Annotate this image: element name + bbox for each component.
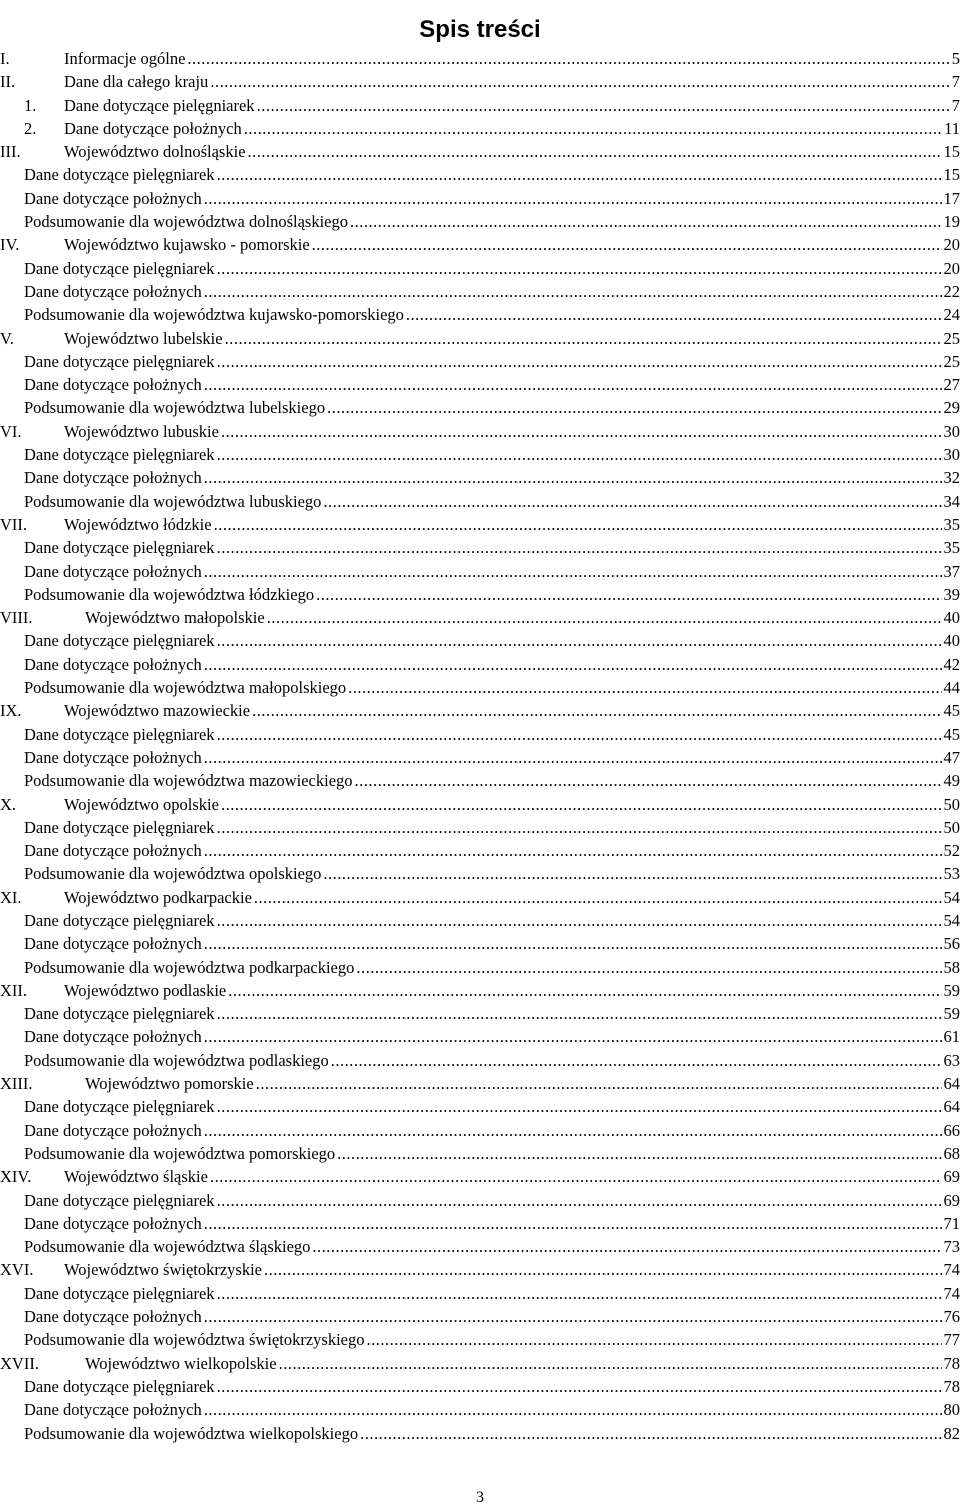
dot-leader	[225, 327, 942, 350]
toc-entry-number: V.	[0, 328, 14, 348]
toc-entry-title: Dane dotyczące położnych	[24, 841, 202, 861]
toc-entry[interactable]	[0, 490, 960, 513]
toc-entry-title: Dane dotyczące pielęgniarek	[24, 445, 215, 465]
toc-entry-page: 40	[943, 631, 960, 651]
toc-entry-page: 74	[943, 1283, 960, 1303]
dot-leader	[187, 47, 949, 70]
toc-entry-title: Dane dotyczące pielęgniarek	[24, 1190, 215, 1210]
table-of-contents	[0, 47, 960, 1445]
dot-leader	[279, 1352, 942, 1375]
toc-entry-title: Dane dotyczące pielęgniarek	[24, 817, 215, 837]
toc-entry[interactable]	[0, 1328, 960, 1351]
dot-leader	[204, 1212, 942, 1235]
toc-entry-page: 59	[943, 1004, 960, 1024]
toc-entry-number: VII.	[0, 514, 28, 534]
toc-entry[interactable]	[0, 793, 960, 816]
toc-entry-title: Dane dla całego kraju	[64, 72, 209, 92]
dot-leader	[204, 1398, 942, 1421]
toc-entry-title: Województwo pomorskie	[85, 1074, 254, 1094]
dot-leader	[248, 140, 942, 163]
toc-entry-title: Dane dotyczące pielęgniarek	[24, 1004, 215, 1024]
toc-entry-page: 22	[943, 281, 960, 301]
toc-entry[interactable]	[0, 886, 960, 909]
dot-leader	[244, 117, 942, 140]
dot-leader	[256, 1072, 942, 1095]
toc-entry-number: XIV.	[0, 1167, 32, 1187]
dot-leader	[204, 280, 942, 303]
toc-entry[interactable]	[0, 699, 960, 722]
dot-leader	[217, 723, 942, 746]
toc-entry-page: 25	[943, 351, 960, 371]
dot-leader	[204, 373, 942, 396]
toc-entry[interactable]	[0, 280, 960, 303]
toc-entry-title: Dane dotyczące położnych	[24, 1213, 202, 1233]
dot-leader	[217, 1189, 942, 1212]
dot-leader	[217, 816, 942, 839]
toc-entry-number: XIII.	[0, 1074, 33, 1094]
toc-entry[interactable]	[0, 1235, 960, 1258]
dot-leader	[264, 1258, 942, 1281]
toc-entry-page: 24	[943, 305, 960, 325]
dot-leader	[204, 746, 942, 769]
toc-entry[interactable]	[0, 140, 960, 163]
toc-entry[interactable]	[0, 350, 960, 373]
toc-entry-title: Województwo małopolskie	[85, 608, 265, 628]
dot-leader	[366, 1328, 941, 1351]
toc-entry[interactable]	[0, 862, 960, 885]
toc-entry-page: 7	[951, 72, 960, 92]
toc-entry-number: XII.	[0, 980, 28, 1000]
dot-leader	[210, 70, 949, 93]
toc-entry-page: 30	[943, 445, 960, 465]
dot-leader	[312, 1235, 941, 1258]
toc-entry[interactable]	[0, 723, 960, 746]
dot-leader	[252, 699, 941, 722]
toc-entry-page: 29	[943, 398, 960, 418]
dot-leader	[204, 187, 942, 210]
toc-entry-title: Dane dotyczące pielęgniarek	[24, 1283, 215, 1303]
toc-entry-title: Podsumowanie dla województwa podlaskiego	[24, 1050, 329, 1070]
toc-entry-title: Dane dotyczące pielęgniarek	[24, 631, 215, 651]
toc-entry-page: 11	[944, 118, 960, 138]
toc-entry-page: 35	[943, 538, 960, 558]
dot-leader	[355, 769, 942, 792]
toc-entry-page: 7	[951, 95, 960, 115]
toc-entry[interactable]	[0, 956, 960, 979]
toc-entry-title: Dane dotyczące położnych	[24, 561, 202, 581]
dot-leader	[257, 94, 950, 117]
toc-entry-page: 27	[943, 375, 960, 395]
toc-entry-title: Województwo świętokrzyskie	[64, 1260, 262, 1280]
toc-entry-title: Dane dotyczące pielęgniarek	[24, 724, 215, 744]
toc-entry-title: Podsumowanie dla województwa lubelskiego	[24, 398, 326, 418]
toc-entry[interactable]	[0, 583, 960, 606]
toc-entry[interactable]	[0, 210, 960, 233]
toc-entry-title: Dane dotyczące położnych	[24, 281, 202, 301]
dot-leader	[331, 1049, 942, 1072]
toc-entry[interactable]	[0, 1282, 960, 1305]
toc-entry[interactable]	[0, 746, 960, 769]
dot-leader	[217, 1282, 942, 1305]
toc-entry-title: Dane dotyczące pielęgniarek	[64, 95, 255, 115]
toc-entry[interactable]	[0, 909, 960, 932]
dot-leader	[221, 793, 942, 816]
toc-entry-title: Województwo podlaskie	[64, 980, 227, 1000]
toc-entry[interactable]	[0, 1189, 960, 1212]
toc-entry-number: VIII.	[0, 608, 33, 628]
toc-entry-title: Dane dotyczące położnych	[24, 654, 202, 674]
dot-leader	[323, 862, 941, 885]
toc-entry[interactable]	[0, 1212, 960, 1235]
toc-entry-page: 78	[943, 1376, 960, 1396]
dot-leader	[217, 1375, 942, 1398]
toc-entry-page: 50	[943, 794, 960, 814]
dot-leader	[327, 396, 941, 419]
toc-entry[interactable]	[0, 1352, 960, 1375]
toc-entry-page: 64	[943, 1074, 960, 1094]
toc-entry-title: Dane dotyczące położnych	[24, 375, 202, 395]
toc-entry-title: Dane dotyczące pielęgniarek	[24, 538, 215, 558]
toc-entry-number: IX.	[0, 701, 22, 721]
toc-entry-page: 64	[943, 1097, 960, 1117]
toc-entry-title: Podsumowanie dla województwa łódzkiego	[24, 584, 315, 604]
toc-entry-title: Podsumowanie dla województwa śląskiego	[24, 1237, 311, 1257]
dot-leader	[217, 1095, 942, 1118]
toc-entry-title: Podsumowanie dla województwa świętokrzyskiego	[24, 1330, 365, 1350]
toc-entry[interactable]	[0, 117, 960, 140]
toc-entry-title: Dane dotyczące pielęgniarek	[24, 258, 215, 278]
dot-leader	[214, 513, 942, 536]
toc-entry-number: X.	[0, 794, 17, 814]
toc-entry[interactable]	[0, 1025, 960, 1048]
dot-leader	[204, 653, 942, 676]
toc-entry-page: 68	[943, 1143, 960, 1163]
toc-entry-page: 45	[943, 701, 960, 721]
toc-entry-page: 5	[951, 49, 960, 68]
toc-entry-page: 44	[943, 678, 960, 698]
toc-entry[interactable]	[0, 979, 960, 1002]
toc-entry-title: Podsumowanie dla województwa mazowieckiego	[24, 771, 353, 791]
toc-entry[interactable]	[0, 606, 960, 629]
dot-leader	[337, 1142, 941, 1165]
dot-leader	[217, 1002, 942, 1025]
toc-entry[interactable]	[0, 466, 960, 489]
toc-entry-page: 34	[943, 491, 960, 511]
toc-entry-title: Województwo mazowieckie	[64, 701, 251, 721]
toc-entry[interactable]	[0, 676, 960, 699]
toc-entry[interactable]	[0, 816, 960, 839]
toc-entry-title: Dane dotyczące pielęgniarek	[24, 1097, 215, 1117]
dot-leader	[210, 1165, 942, 1188]
toc-entry-title: Dane dotyczące położnych	[24, 188, 202, 208]
dot-leader	[312, 233, 942, 256]
toc-entry-page: 69	[943, 1167, 960, 1187]
toc-entry-title: Dane dotyczące położnych	[24, 1027, 202, 1047]
toc-entry-page: 59	[943, 980, 960, 1000]
toc-entry-title: Województwo wielkopolskie	[85, 1353, 277, 1373]
toc-entry[interactable]	[0, 513, 960, 536]
toc-entry[interactable]	[0, 1095, 960, 1118]
toc-entry-number: III.	[0, 142, 21, 162]
toc-entry-page: 15	[943, 142, 960, 162]
toc-entry-title: Podsumowanie dla województwa podkarpackiego	[24, 957, 355, 977]
toc-entry-page: 54	[943, 887, 960, 907]
toc-entry[interactable]	[0, 303, 960, 326]
toc-entry[interactable]	[0, 373, 960, 396]
toc-entry[interactable]	[0, 1398, 960, 1421]
toc-entry-page: 78	[943, 1353, 960, 1373]
toc-entry-page: 49	[943, 771, 960, 791]
dot-leader	[204, 932, 942, 955]
dot-leader	[204, 1119, 942, 1142]
toc-entry-page: 77	[943, 1330, 960, 1350]
dot-leader	[254, 886, 942, 909]
toc-entry-title: Dane dotyczące pielęgniarek	[24, 910, 215, 930]
toc-entry-page: 47	[943, 747, 960, 767]
toc-entry[interactable]	[0, 560, 960, 583]
toc-entry[interactable]	[0, 396, 960, 419]
toc-entry-title: Podsumowanie dla województwa kujawsko-pomorskiego	[24, 305, 404, 325]
toc-entry-title: Dane dotyczące pielęgniarek	[24, 1376, 215, 1396]
toc-entry[interactable]	[0, 257, 960, 280]
toc-entry-title: Dane dotyczące położnych	[24, 747, 202, 767]
toc-entry[interactable]	[0, 629, 960, 652]
toc-entry-page: 71	[943, 1213, 960, 1233]
toc-entry-number: 2.	[24, 118, 37, 138]
page-title: Spis treści	[419, 16, 541, 44]
toc-entry-title: Informacje ogólne	[64, 49, 186, 68]
dot-leader	[204, 839, 942, 862]
dot-leader	[204, 1025, 942, 1048]
dot-leader	[217, 163, 942, 186]
dot-leader	[406, 303, 942, 326]
dot-leader	[221, 420, 942, 443]
toc-entry-title: Dane dotyczące pielęgniarek	[24, 351, 215, 371]
toc-entry-page: 42	[943, 654, 960, 674]
toc-entry-page: 74	[943, 1260, 960, 1280]
dot-leader	[323, 490, 941, 513]
toc-entry-page: 39	[943, 584, 960, 604]
toc-entry-number: 1.	[24, 95, 37, 115]
toc-entry-page: 20	[943, 235, 960, 255]
toc-entry-title: Dane dotyczące położnych	[24, 934, 202, 954]
toc-entry-page: 19	[943, 212, 960, 232]
dot-leader	[217, 443, 942, 466]
toc-entry-title: Podsumowanie dla województwa małopolskiego	[24, 678, 347, 698]
toc-entry[interactable]	[0, 1305, 960, 1328]
toc-entry-title: Województwo lubuskie	[64, 421, 219, 441]
toc-entry[interactable]	[0, 839, 960, 862]
toc-entry-page: 66	[943, 1120, 960, 1140]
toc-entry-page: 53	[943, 864, 960, 884]
dot-leader	[217, 257, 942, 280]
dot-leader	[228, 979, 941, 1002]
dot-leader	[360, 1422, 941, 1445]
toc-entry-page: 35	[943, 514, 960, 534]
toc-entry[interactable]	[0, 536, 960, 559]
toc-entry-page: 15	[943, 165, 960, 185]
dot-leader	[204, 1305, 942, 1328]
toc-entry[interactable]	[0, 1119, 960, 1142]
toc-entry[interactable]	[0, 94, 960, 117]
toc-entry-title: Dane dotyczące pielęgniarek	[24, 165, 215, 185]
dot-leader	[267, 606, 942, 629]
dot-leader	[217, 536, 942, 559]
dot-leader	[217, 909, 942, 932]
toc-entry[interactable]	[0, 1072, 960, 1095]
toc-entry-page: 20	[943, 258, 960, 278]
toc-entry-title: Dane dotyczące położnych	[64, 118, 242, 138]
toc-entry-number: I.	[0, 49, 10, 68]
toc-entry-page: 73	[943, 1237, 960, 1257]
toc-entry[interactable]	[0, 1165, 960, 1188]
toc-entry-page: 52	[943, 841, 960, 861]
toc-entry-number: XI.	[0, 887, 22, 907]
toc-entry-page: 30	[943, 421, 960, 441]
toc-entry[interactable]	[0, 769, 960, 792]
toc-entry-title: Województwo lubelskie	[64, 328, 223, 348]
toc-entry-title: Dane dotyczące położnych	[24, 1400, 202, 1420]
toc-entry-page: 32	[943, 468, 960, 488]
toc-entry-page: 25	[943, 328, 960, 348]
toc-entry[interactable]	[0, 443, 960, 466]
dot-leader	[204, 560, 942, 583]
toc-entry-title: Podsumowanie dla województwa dolnośląskiego	[24, 212, 348, 232]
toc-entry-page: 82	[943, 1423, 960, 1443]
toc-entry-number: IV.	[0, 235, 20, 255]
toc-entry-title: Województwo opolskie	[64, 794, 219, 814]
toc-entry[interactable]	[0, 233, 960, 256]
toc-entry-page: 37	[943, 561, 960, 581]
dot-leader	[204, 466, 942, 489]
page-number: 3	[476, 1489, 484, 1506]
dot-leader	[350, 210, 942, 233]
toc-entry[interactable]	[0, 653, 960, 676]
toc-entry[interactable]	[0, 1422, 960, 1445]
toc-entry-page: 76	[943, 1307, 960, 1327]
toc-entry[interactable]	[0, 1049, 960, 1072]
toc-entry[interactable]	[0, 47, 960, 70]
toc-entry-title: Województwo łódzkie	[64, 514, 212, 534]
toc-entry-title: Podsumowanie dla województwa pomorskiego	[24, 1143, 336, 1163]
toc-entry-page: 58	[943, 957, 960, 977]
toc-entry[interactable]	[0, 70, 960, 93]
toc-entry[interactable]	[0, 1375, 960, 1398]
toc-entry-page: 45	[943, 724, 960, 744]
toc-entry-title: Dane dotyczące położnych	[24, 1120, 202, 1140]
toc-entry-page: 80	[943, 1400, 960, 1420]
dot-leader	[217, 629, 942, 652]
toc-entry-page: 54	[943, 910, 960, 930]
toc-entry-title: Podsumowanie dla województwa lubuskiego	[24, 491, 322, 511]
toc-entry-page: 17	[943, 188, 960, 208]
toc-entry-page: 50	[943, 817, 960, 837]
toc-entry[interactable]	[0, 1002, 960, 1025]
toc-entry-number: VI.	[0, 421, 22, 441]
toc-entry-title: Dane dotyczące położnych	[24, 1307, 202, 1327]
toc-entry-number: XVI.	[0, 1260, 34, 1280]
toc-entry-title: Podsumowanie dla województwa wielkopolskiego	[24, 1423, 359, 1443]
toc-entry-page: 69	[943, 1190, 960, 1210]
toc-entry-page: 40	[943, 608, 960, 628]
toc-entry-title: Województwo śląskie	[64, 1167, 208, 1187]
toc-entry-title: Podsumowanie dla województwa opolskiego	[24, 864, 322, 884]
toc-entry-title: Województwo podkarpackie	[64, 887, 252, 907]
dot-leader	[356, 956, 941, 979]
toc-entry[interactable]	[0, 327, 960, 350]
toc-entry-title: Województwo kujawsko - pomorskie	[64, 235, 310, 255]
toc-entry-number: XVII.	[0, 1353, 39, 1373]
toc-entry-title: Dane dotyczące położnych	[24, 468, 202, 488]
toc-entry[interactable]	[0, 1142, 960, 1165]
toc-entry-number: II.	[0, 72, 16, 92]
toc-entry[interactable]	[0, 932, 960, 955]
toc-entry[interactable]	[0, 1258, 960, 1281]
toc-entry-title: Województwo dolnośląskie	[64, 142, 246, 162]
toc-entry[interactable]	[0, 163, 960, 186]
dot-leader	[217, 350, 942, 373]
dot-leader	[316, 583, 941, 606]
toc-entry[interactable]	[0, 420, 960, 443]
toc-entry-page: 56	[943, 934, 960, 954]
toc-entry[interactable]	[0, 187, 960, 210]
toc-entry-page: 63	[943, 1050, 960, 1070]
toc-entry-page: 61	[943, 1027, 960, 1047]
dot-leader	[348, 676, 941, 699]
